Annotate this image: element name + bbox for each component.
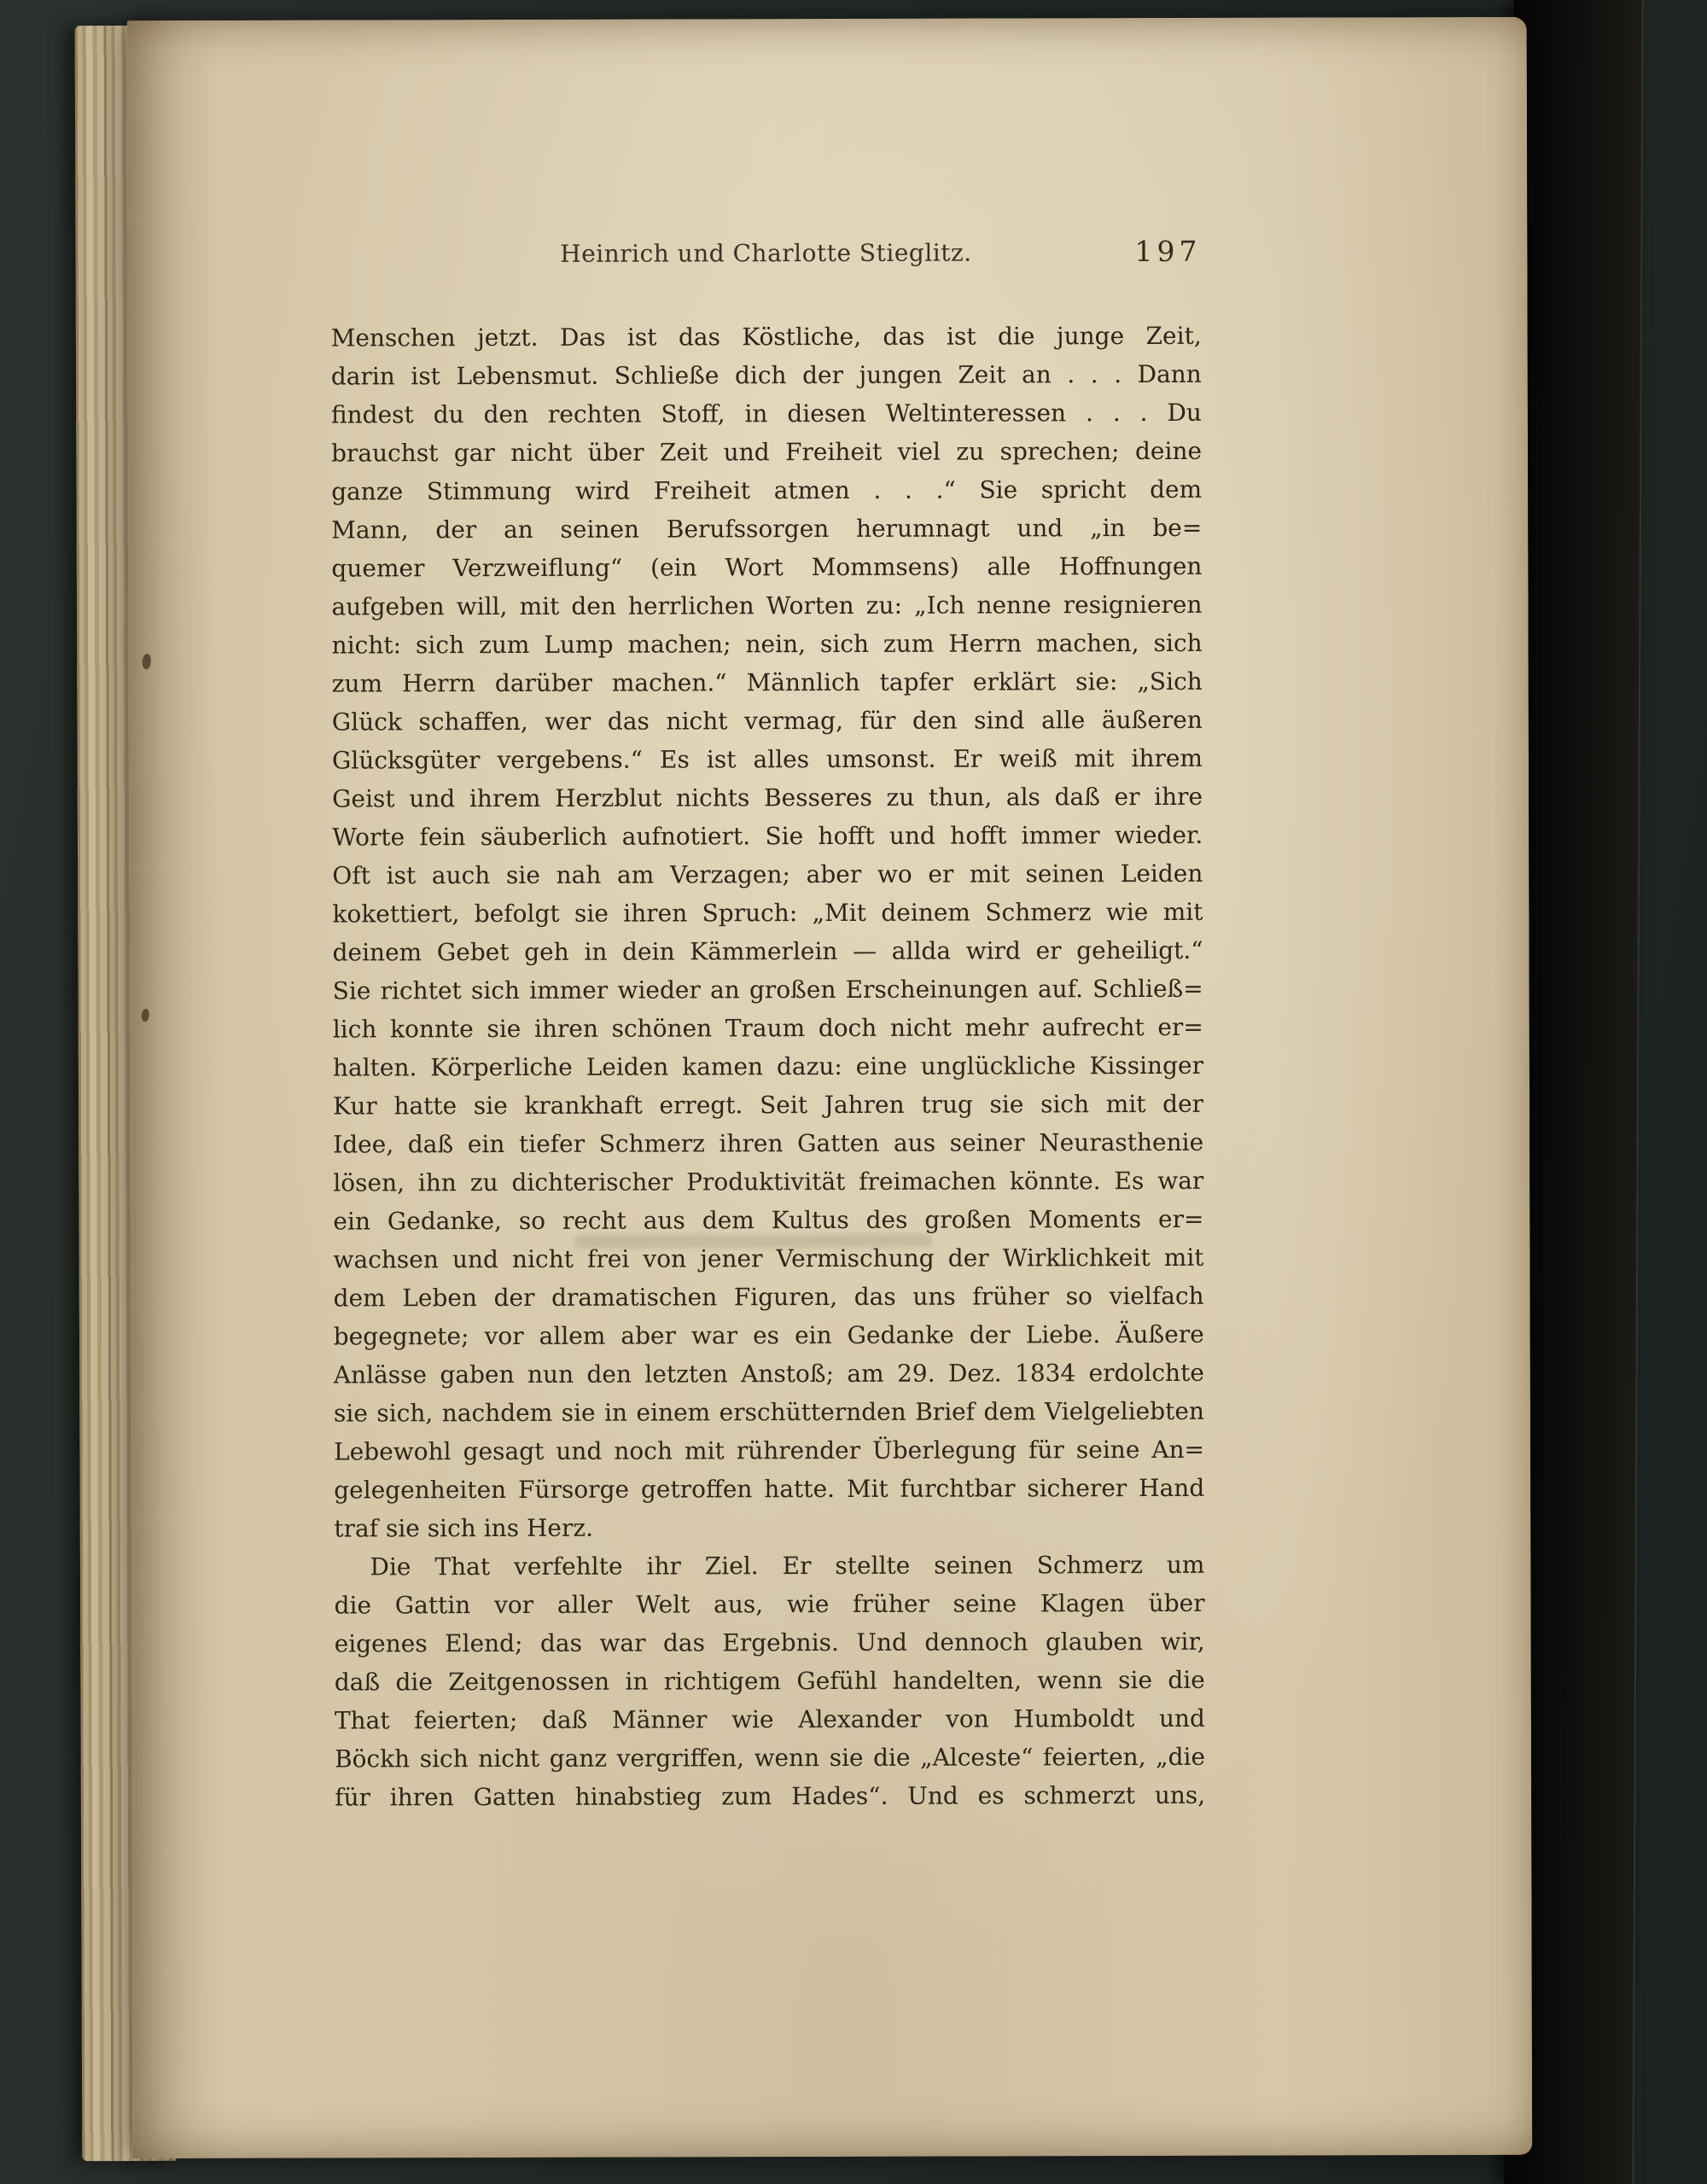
text-line: That feierten; daß Männer wie Alexander von Humboldt und: [334, 1704, 1205, 1735]
text-line: ganze Stimmung wird Freiheit atmen . . .“ Sie spricht dem: [331, 475, 1203, 506]
text-line: lich konnte sie ihren schönen Traum doch nicht mehr aufrecht er=: [332, 1012, 1203, 1044]
text-line: Sie richtet sich immer wieder an großen Erscheinungen auf. Schließ=: [332, 974, 1203, 1005]
text-line: Die That verfehlte ihr Ziel. Er stellte seinen Schmerz um: [370, 1550, 1205, 1581]
text-line: traf sie sich ins Herz.: [334, 1513, 594, 1543]
text-line: Idee, daß ein tiefer Schmerz ihren Gatten aus seiner Neurasthenie: [333, 1127, 1204, 1159]
book-page: [127, 17, 1533, 2158]
text-line: Worte fein säuberlich aufnotiert. Sie hofft und hofft immer wieder.: [332, 820, 1203, 852]
text-line: darin ist Lebensmut. Schließe dich der jungen Zeit an . . . Dann: [330, 359, 1202, 391]
text-line: brauchst gar nicht über Zeit und Freiheit viel zu sprechen; deine: [331, 436, 1203, 468]
text-line: für ihren Gatten hinabstieg zum Hades“. Und es schmerzt uns,: [335, 1780, 1206, 1812]
page-header: [330, 234, 1202, 278]
text-line: ein Gedanke, so recht aus dem Kultus des großen Moments er=: [333, 1204, 1204, 1236]
text-line: Böckh sich nicht ganz vergriffen, wenn sie die „Alceste“ feierten, „die: [335, 1742, 1206, 1773]
text-line: Kur hatte sie krankhaft erregt. Seit Jahren trug sie sich mit der: [333, 1089, 1204, 1121]
body-text: [331, 317, 1206, 1817]
text-line: zum Herrn darüber machen.“ Männlich tapfer erklärt sie: „Sich: [331, 667, 1203, 698]
text-line: dem Leben der dramatischen Figuren, das uns früher so vielfach: [333, 1281, 1204, 1313]
text-line: Oft ist auch sie nah am Verzagen; aber wo er mit seinen Leiden: [332, 859, 1203, 890]
text-line: die Gattin vor aller Welt aus, wie früher seine Klagen über: [334, 1588, 1205, 1620]
text-line: wachsen und nicht frei von jener Vermischung der Wirklichkeit mit: [333, 1243, 1204, 1274]
text-line: halten. Körperliche Leiden kamen dazu: eine unglückliche Kissinger: [332, 1051, 1203, 1082]
text-line: Mann, der an seinen Berufssorgen herumnagt und „in be=: [331, 513, 1203, 545]
text-line: Menschen jetzt. Das ist das Köstliche, das ist die junge Zeit,: [330, 321, 1202, 352]
text-line: begegnete; vor allem aber war es ein Gedanke der Liebe. Äußere: [333, 1319, 1204, 1351]
running-title: Heinrich und Charlotte Stieglitz.: [560, 238, 972, 268]
text-line: Anlässe gaben nun den letzten Anstoß; am 29. Dez. 1834 erdolchte: [333, 1358, 1204, 1389]
text-line: eigenes Elend; das war das Ergebnis. Und dennoch glauben wir,: [334, 1627, 1205, 1658]
text-line: Lebewohl gesagt und noch mit rührender Überlegung für seine An=: [334, 1435, 1205, 1466]
text-line: sie sich, nachdem sie in einem erschütternden Brief dem Vielgeliebten: [333, 1396, 1205, 1428]
text-line: Glücksgüter vergebens.“ Es ist alles umsonst. Er weiß mit ihrem: [331, 743, 1203, 775]
text-line: nicht: sich zum Lump machen; nein, sich zum Herrn machen, sich: [331, 628, 1203, 660]
page-number: 197: [1134, 234, 1202, 269]
text-line: Geist und ihrem Herzblut nichts Besseres zu thun, als daß er ihre: [332, 782, 1203, 813]
ink-smudge: [574, 1234, 932, 1249]
text-line: aufgeben will, mit den herrlichen Worten zu: „Ich nenne resignieren: [331, 590, 1203, 621]
text-line: kokettiert, befolgt sie ihren Spruch: „Mit deinem Schmerz wie mit: [332, 897, 1203, 929]
text-line: quemer Verzweiflung“ (ein Wort Mommsens) alle Hoffnungen: [331, 551, 1203, 583]
text-line: findest du den rechten Stoff, in diesen Weltinteressen . . . Du: [330, 398, 1202, 429]
text-line: lösen, ihn zu dichterischer Produktivität freimachen könnte. Es war: [333, 1166, 1204, 1197]
text-line: gelegenheiten Fürsorge getroffen hatte. Mit furchtbar sicherer Hand: [334, 1473, 1205, 1505]
text-line: Glück schaffen, wer das nicht vermag, für den sind alle äußeren: [331, 705, 1203, 737]
text-line: daß die Zeitgenossen in richtigem Gefühl handelten, wenn sie die: [334, 1665, 1205, 1697]
paper-speck: [142, 1009, 149, 1022]
text-line: deinem Gebet geh in dein Kämmerlein — allda wird er geheiligt.“: [332, 935, 1203, 967]
paper-speck: [143, 654, 151, 669]
